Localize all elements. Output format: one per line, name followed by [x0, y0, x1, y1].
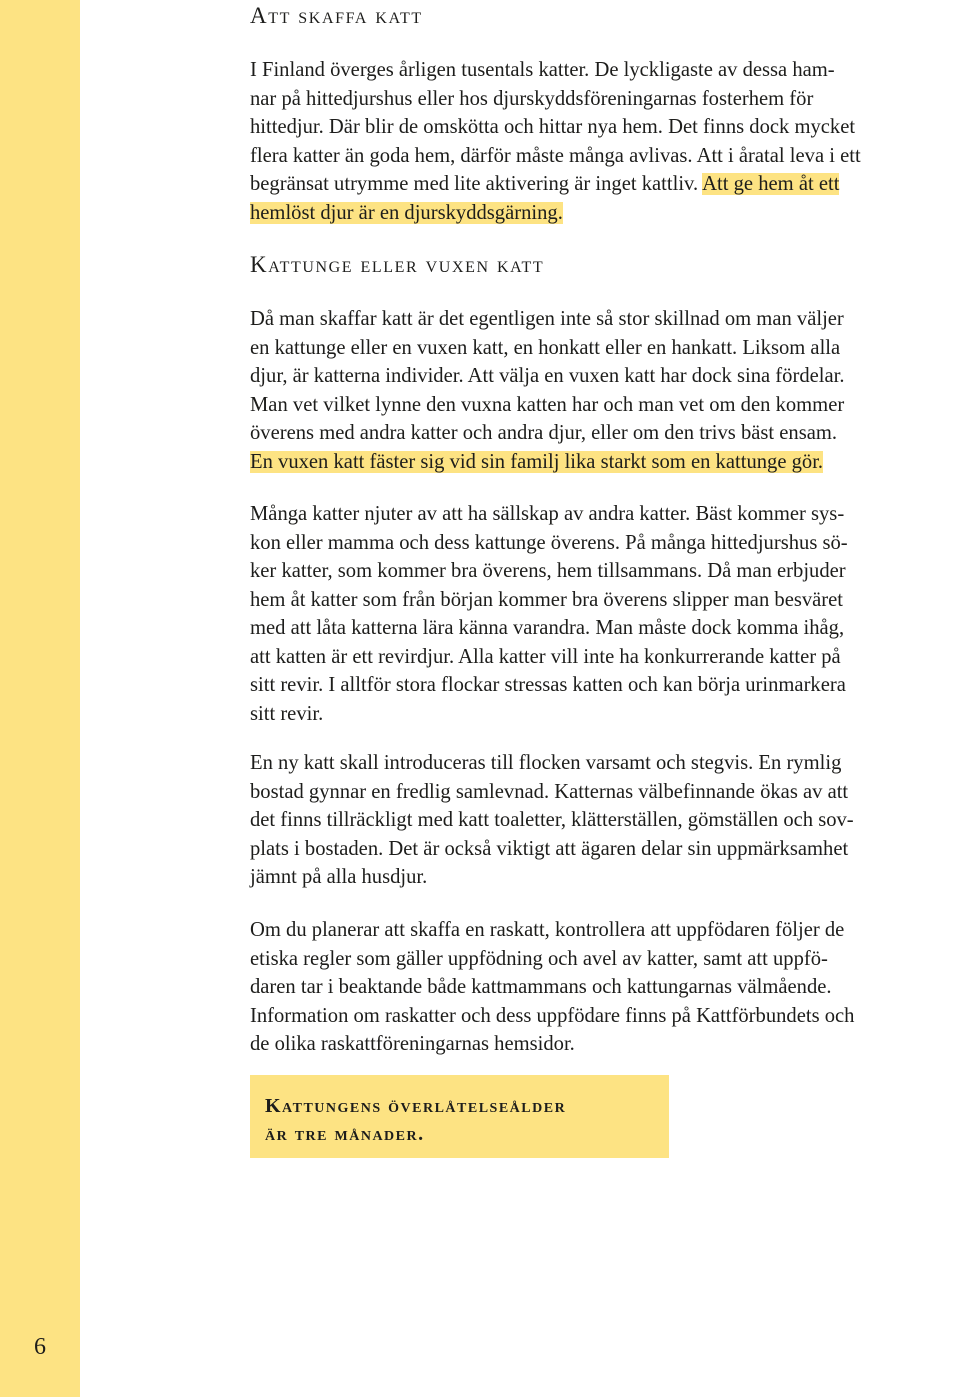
paragraph-sallskap — [250, 500, 848, 728]
section-heading-kattunge-eller-vuxen-katt: Kattunge eller vuxen katt — [250, 252, 545, 277]
text-line: Information om raskatter och dess uppfödare finns på Kattförbundets och — [250, 1004, 855, 1027]
text-line: bostad gynnar en fredlig samlevnad. Katternas välbefinnande ökas av att — [250, 780, 849, 803]
text-line: En ny katt skall introduceras till flocken varsamt och stegvis. En rymlig — [250, 752, 842, 774]
text-line: kon eller mamma och dess kattunge överens. På många hittedjurshus sö- — [250, 531, 848, 554]
paragraph-kattunge-vuxen — [250, 305, 844, 476]
text-line: begränsat utrymme med lite aktivering är inget kattliv. — [250, 173, 699, 195]
text-line: hittedjur. Där blir de omskötta och hittar nya hem. Det finns dock mycket — [250, 116, 856, 138]
text-line: Då man skaffar katt är det egentligen inte så stor skillnad om man väljer — [250, 308, 844, 330]
highlighted-text: hemlöst djur är en djurskyddsgärning. — [250, 201, 563, 224]
text-line: en kattunge eller en vuxen katt, en honkatt eller en hankatt. Liksom alla — [250, 336, 841, 359]
section-heading-att-skaffa-katt: Att skaffa katt — [250, 3, 423, 28]
intro-paragraph — [250, 56, 861, 227]
text-line: flera katter än goda hem, därför måste många avlivas. Att i åratal leva i ett — [250, 144, 861, 167]
text-line: etiska regler som gäller uppfödning och avel av katter, samt att uppfö- — [250, 947, 828, 970]
text-line: ker katter, som kommer bra överens, hem tillsammans. Då man erbjuder — [250, 560, 846, 582]
text-line: I Finland överges årligen tusentals katter. De lyckligaste av dessa ham- — [250, 59, 835, 81]
callout-heading — [265, 1092, 655, 1148]
text-line: nar på hittedjurshus eller hos djurskyddsföreningarnas fosterhem för — [250, 87, 814, 110]
callout-line: är tre månader. — [265, 1123, 425, 1145]
text-line: sitt revir. — [250, 702, 324, 725]
text-line: plats i bostaden. Det är också viktigt att ägaren delar sin uppmärksamhet — [250, 837, 849, 860]
text-line: med att låta katterna lära känna varandra. Man måste dock komma ihåg, — [250, 617, 845, 639]
text-line: jämnt på alla husdjur. — [250, 866, 428, 888]
text-line: de olika raskattföreningarnas hemsidor. — [250, 1033, 575, 1055]
highlighted-text: Att ge hem åt ett — [702, 173, 840, 195]
text-line: hem åt katter som från början kommer bra överens slipper man besväret — [250, 588, 844, 611]
text-line: det finns tillräckligt med katt toaletter, klätterställen, gömställen och sov- — [250, 809, 854, 831]
page-number: 6 — [34, 1334, 46, 1360]
paragraph-raskatt — [250, 916, 854, 1059]
callout-line: Kattungens överlåtelseålder — [265, 1095, 567, 1117]
text-line: Man vet vilket lynne den vuxna katten har och man vet om den kommer — [250, 393, 845, 416]
text-line: överens med andra katter och andra djur, eller om den trivs bäst ensam. — [250, 422, 838, 444]
text-line: att katten är ett revirdjur. Alla katter vill inte ha konkurrerande katter på — [250, 645, 841, 668]
highlighted-text: En vuxen katt fäster sig vid sin familj lika starkt som en kattunge gör. — [250, 450, 824, 473]
text-line: djur, är katterna individer. Att välja en vuxen katt har dock sina fördelar. — [250, 365, 845, 387]
paragraph-introduktion — [250, 749, 854, 892]
callout-box — [250, 1075, 669, 1158]
text-line: Om du planerar att skaffa en raskatt, kontrollera att uppfödaren följer de — [250, 919, 845, 941]
text-line: daren tar i beaktande både kattmammans och kattungarnas välmående. — [250, 976, 832, 998]
text-line: sitt revir. I alltför stora flockar stressas katten och kan börja urinmarkera — [250, 674, 846, 696]
text-line: Många katter njuter av att ha sällskap av andra katter. Bäst kommer sys- — [250, 503, 845, 525]
page-sidebar-band — [0, 0, 80, 1397]
